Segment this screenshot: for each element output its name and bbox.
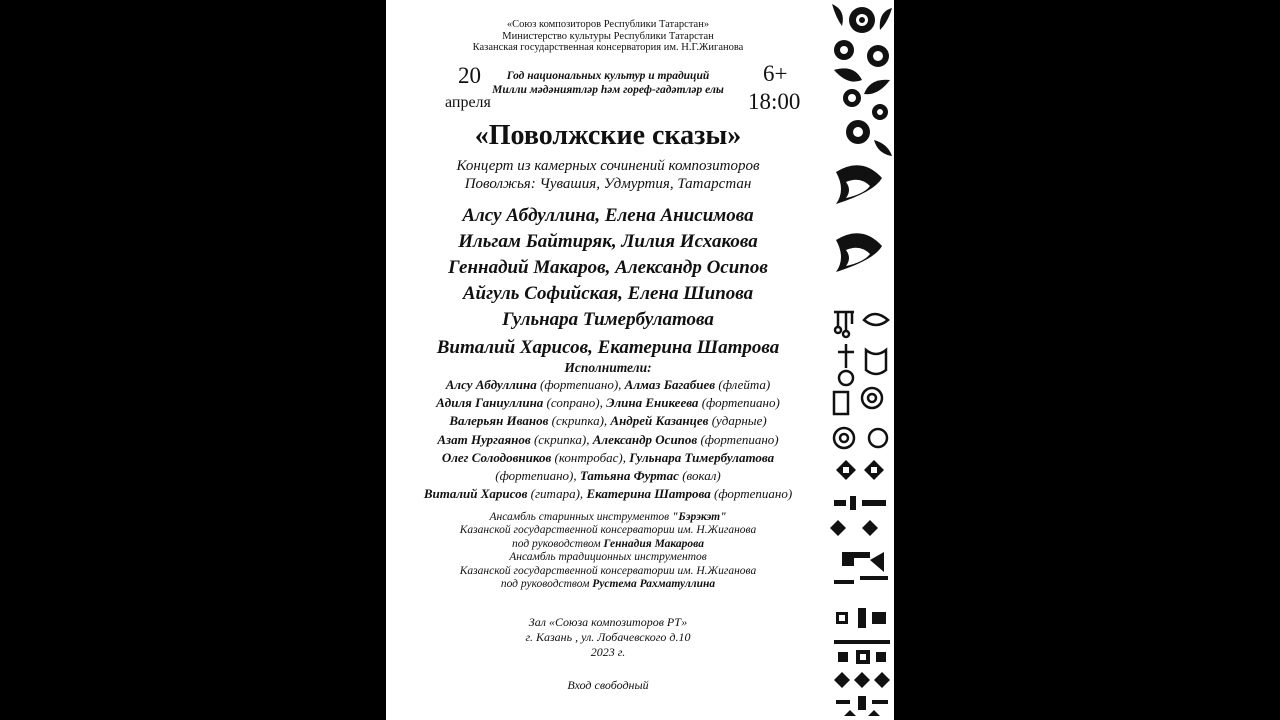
venue <box>386 615 830 660</box>
organizer-line: Министерство культуры Республики Татарстан <box>502 30 714 42</box>
performer-line <box>386 449 830 467</box>
performers-list <box>386 376 830 503</box>
performer-role: (вокал) <box>678 468 721 484</box>
composers-list <box>386 203 830 361</box>
year-theme-tt: Милли мәдәниятләр һәм гореф-гадәтләр елы <box>492 84 724 96</box>
ensemble-text: Ансамбль традиционных инструментов <box>509 551 707 564</box>
composer-line: Геннадий Макаров, Александр Осипов <box>448 257 768 278</box>
composer-line: Виталий Харисов, Екатерина Шатрова <box>436 337 780 358</box>
ensemble-bold: Геннадия Макарова <box>603 537 704 550</box>
performer-line <box>386 412 830 430</box>
performer-role: (сопрано), <box>543 395 607 411</box>
ensembles <box>386 511 830 591</box>
concert-title: «Поволжские сказы» <box>474 120 742 151</box>
ensemble-bold: "Бэрэкэт" <box>672 511 727 523</box>
composer-line: Гульнара Тимербулатова <box>502 309 714 330</box>
performer-name: Виталий Харисов <box>423 486 528 502</box>
ensemble-line <box>386 578 830 591</box>
composer-line: Айгуль Софийская, Елена Шипова <box>462 283 754 304</box>
performer-role: (скрипка), <box>530 431 593 447</box>
performer-role: (ударные) <box>708 413 767 429</box>
concert-time: 18:00 <box>748 89 801 114</box>
performer-name: Алсу Абдуллина <box>445 377 537 392</box>
ensemble-text: под руководством <box>500 578 593 591</box>
composer-line: Алсу Абдуллина, Елена Анисимова <box>462 205 754 226</box>
subtitle-line: Концерт из камерных сочинений композиторов <box>456 158 760 174</box>
concert-poster <box>386 0 894 720</box>
performer-role: (фортепиано), <box>495 468 580 484</box>
performer-role: (скрипка), <box>548 413 611 429</box>
organizer-line: «Союз композиторов Республики Татарстан» <box>506 19 710 30</box>
performer-name: Татьяна Фуртас <box>579 468 679 484</box>
performer-line <box>386 467 830 485</box>
performer-role: (фортепиано) <box>698 395 780 411</box>
ensemble-text: Казанской государственной консерватории им. Н.Жиганова <box>459 524 757 537</box>
ensemble-line <box>386 511 830 524</box>
ensemble-line <box>386 538 830 551</box>
free-entry: Вход свободный <box>567 678 649 692</box>
ensemble-line <box>386 524 830 537</box>
venue-address: г. Казань , ул. Лобачевского д.10 <box>525 630 691 644</box>
organizers <box>386 19 830 54</box>
performer-role: (фортепиано) <box>697 431 779 447</box>
performer-name: Андрей Казанцев <box>610 413 709 429</box>
performer-name: Гульнара Тимербулатова <box>629 449 775 465</box>
performer-role: (фортепиано) <box>710 486 793 502</box>
ensemble-line <box>386 551 830 564</box>
performer-name: Екатерина Шатрова <box>586 486 711 502</box>
ensemble-text: Казанской государственной консерватории им. Н.Жиганова <box>459 564 757 577</box>
ensemble-line <box>386 565 830 578</box>
ensemble-bold: Рустема Рахматуллина <box>592 578 716 591</box>
performer-name: Адиля Ганиуллина <box>436 395 544 411</box>
performer-name: Азат Нургаянов <box>437 431 531 447</box>
performer-name: Алмаз Багабиев <box>624 377 716 392</box>
performers-title: Исполнители: <box>564 360 652 375</box>
performer-name: Александр Осипов <box>592 431 698 447</box>
performer-name: Элина Еникеева <box>606 395 699 411</box>
venue-year: 2023 г. <box>590 645 626 659</box>
performer-line <box>386 376 830 394</box>
ensemble-text: под руководством <box>511 537 604 550</box>
performer-role: (гитара), <box>527 486 587 502</box>
performer-line <box>386 431 830 449</box>
concert-subtitle <box>386 157 830 193</box>
performer-line <box>386 394 830 412</box>
performer-line <box>386 485 830 503</box>
performer-role: (фортепиано), <box>536 377 625 392</box>
ornament-icon <box>830 0 894 720</box>
poster-text <box>386 0 830 720</box>
performer-name: Валерьян Иванов <box>449 413 549 429</box>
year-theme-ru: Год национальных культур и традиций <box>506 70 710 82</box>
performer-name: Олег Солодовников <box>441 449 552 465</box>
performer-role: (контробас), <box>551 449 630 465</box>
ensemble-text: Ансамбль старинных инструментов <box>489 511 673 523</box>
age-rating: 6+ <box>763 61 788 86</box>
date-day: 20 <box>458 63 481 88</box>
venue-hall: Зал «Союза композиторов РТ» <box>528 615 688 629</box>
date-month: апреля <box>445 94 491 111</box>
folk-ornament-border <box>830 0 894 720</box>
subtitle-line: Поволжья: Чувашия, Удмуртия, Татарстан <box>464 176 752 192</box>
organizer-line: Казанская государственная консерватория им. Н.Г.Жиганова <box>472 42 744 53</box>
performer-role: (флейта) <box>715 377 771 392</box>
composer-line: Ильгам Байтиряк, Лилия Исхакова <box>458 231 758 252</box>
